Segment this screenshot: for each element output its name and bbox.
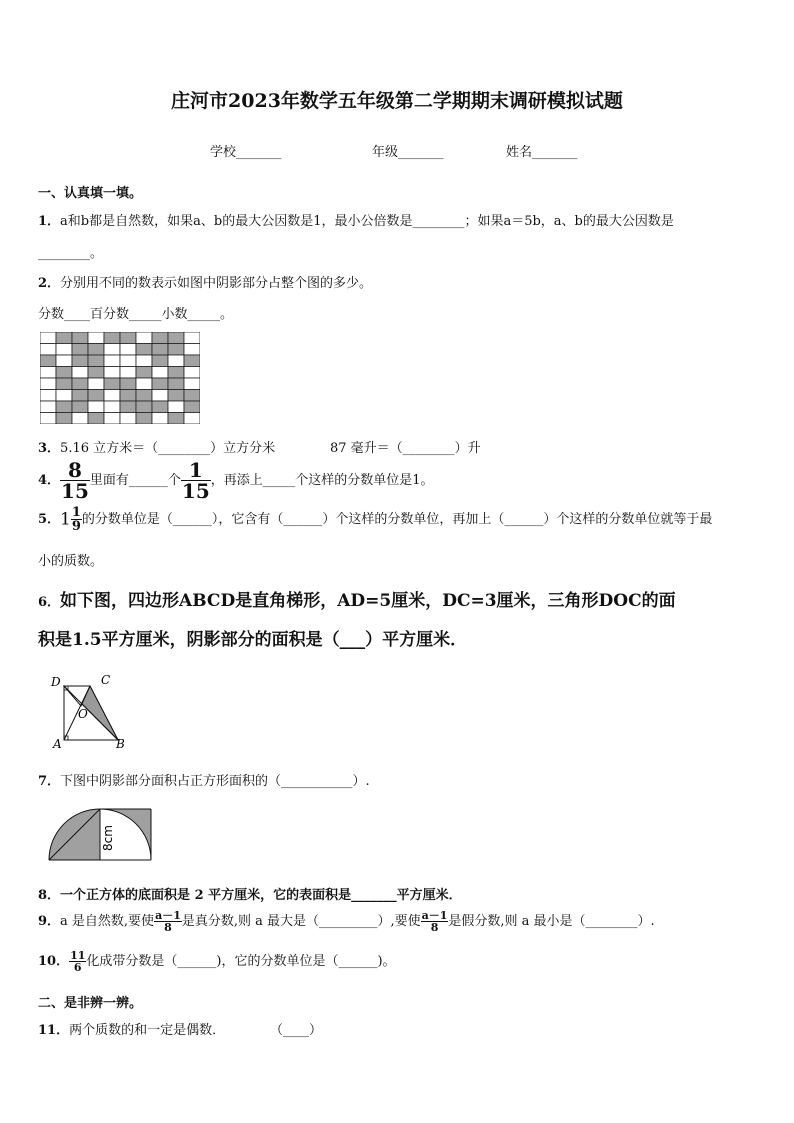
question-text: ________。 — [38, 246, 104, 261]
grid-cell — [120, 378, 136, 390]
grid-cell — [88, 355, 104, 367]
grid-cell — [56, 367, 72, 379]
grid-cell — [184, 367, 200, 379]
question-number: 11． — [38, 1023, 70, 1038]
question-6-line-2: 积是1.5平方厘米，阴影部分的面积是（___）平方厘米． — [38, 630, 468, 650]
question-2-answer: 分数____百分数_____小数_____。 — [38, 307, 234, 322]
grid-cell — [72, 378, 88, 390]
question-11: 11．两个质数的和一定是偶数． — [38, 1023, 226, 1038]
grid-cell — [56, 332, 72, 344]
grid-cell — [88, 332, 104, 344]
grid-cell — [56, 378, 72, 390]
grid-cell — [168, 390, 184, 402]
grid-cell — [184, 355, 200, 367]
grid-cell — [152, 367, 168, 379]
shaded-grid-figure — [40, 332, 200, 424]
grid-cell — [168, 344, 184, 356]
question-number: 7． — [38, 774, 61, 789]
grid-cell — [88, 390, 104, 402]
question-11-blank: （____） — [270, 1023, 323, 1038]
grid-cell — [184, 390, 200, 402]
grid-cell — [72, 413, 88, 425]
trapezoid-figure — [46, 672, 136, 750]
section-heading-1: 一、认真填一填。 — [38, 186, 143, 201]
grid-cell — [152, 332, 168, 344]
grid-cell — [40, 367, 56, 379]
grid-cell — [56, 344, 72, 356]
grid-cell — [88, 367, 104, 379]
section-heading-2: 二、是非辨一辨。 — [38, 996, 143, 1011]
grid-cell — [120, 390, 136, 402]
label-b: B — [116, 737, 125, 750]
grid-cell — [136, 332, 152, 344]
question-3-part-2: 87 毫升＝（________）升 — [330, 441, 481, 456]
grid-cell — [40, 401, 56, 413]
question-5-line-2: 小的质数。 — [38, 554, 104, 569]
grid-cell — [104, 378, 120, 390]
question-2 — [38, 272, 372, 291]
question-4: 4． $\frac{8}{15}$ 里面有______个 $\frac{1}{15}$ ，再添上_____个这样的分数单位是1。 — [38, 458, 434, 503]
grid-cell — [184, 378, 200, 390]
grid-cell — [168, 413, 184, 425]
grid-cell — [72, 332, 88, 344]
grid-cell — [168, 378, 184, 390]
grid-cell — [184, 401, 200, 413]
name-field: 姓名_______ — [506, 145, 578, 160]
grid-cell — [120, 367, 136, 379]
question-7: 7．下图中阴影部分面积占正方形面积的（___________）. — [38, 774, 370, 789]
question-number: 2． — [38, 276, 61, 291]
grid-cell — [168, 355, 184, 367]
grid-cell — [40, 413, 56, 425]
question-5: 5．1 $\frac{1}{9}$ 的分数单位是（______），它含有（______）个这样的分数单位，再加上（______）个这样的分数单位就等于最 — [38, 505, 713, 534]
question-number: 10． — [38, 954, 70, 969]
grid-cell — [152, 413, 168, 425]
grade-field: 年级_______ — [372, 145, 444, 160]
grid-cell — [120, 401, 136, 413]
grid-cell — [72, 401, 88, 413]
grid-cell — [152, 355, 168, 367]
grid-cell — [104, 344, 120, 356]
grid-cell — [120, 332, 136, 344]
grid-cell — [152, 378, 168, 390]
grid-cell — [88, 344, 104, 356]
fraction: $\frac{a-1}{8}$ — [421, 909, 448, 934]
grid-cell — [56, 401, 72, 413]
label-c: C — [101, 673, 111, 687]
grid-cell — [72, 344, 88, 356]
question-number: 6． — [38, 595, 61, 610]
question-8: 8．一个正方体的底面积是 2 平方厘米，它的表面积是_______平方厘米． — [38, 888, 462, 903]
grid-cell — [184, 344, 200, 356]
grid-cell — [72, 367, 88, 379]
grid-cell — [168, 401, 184, 413]
grid-cell — [104, 413, 120, 425]
grid-cell — [120, 413, 136, 425]
question-number: 5． — [38, 512, 61, 527]
grid-cell — [104, 367, 120, 379]
grid-cell — [136, 413, 152, 425]
fraction: $\frac{11}{6}$ — [70, 949, 86, 974]
grid-cell — [56, 355, 72, 367]
fraction: $\frac{1}{15}$ — [181, 458, 210, 503]
grid-cell — [40, 390, 56, 402]
question-number: 3． — [38, 441, 61, 456]
question-1 — [38, 210, 674, 229]
label-o: O — [78, 707, 88, 721]
grid-cell — [136, 378, 152, 390]
question-text: 如下图，四边形ABCD是直角梯形，AD=5厘米，DC=3厘米，三角形DOC的面 — [60, 591, 676, 611]
grid-cell — [120, 355, 136, 367]
question-number: 1． — [38, 214, 61, 229]
label-d: D — [51, 675, 61, 689]
grid-cell — [72, 390, 88, 402]
grid-cell — [136, 355, 152, 367]
grid-cell — [40, 332, 56, 344]
grid-cell — [152, 390, 168, 402]
grid-cell — [104, 355, 120, 367]
grid-cell — [184, 413, 200, 425]
grid-cell — [104, 390, 120, 402]
grid-cell — [72, 355, 88, 367]
question-3: 3．5.16 立方米＝（________）立方分米 — [38, 441, 276, 456]
grid-cell — [40, 344, 56, 356]
question-6 — [38, 586, 676, 611]
fraction: $\frac{a-1}{8}$ — [155, 909, 181, 934]
semicircle-square-figure — [46, 806, 154, 862]
grid-cell — [104, 332, 120, 344]
grid-cell — [56, 390, 72, 402]
grid-cell — [168, 332, 184, 344]
grid-cell — [136, 344, 152, 356]
grid-cell — [56, 413, 72, 425]
measure-label: 8cm — [101, 825, 115, 851]
grid-cell — [152, 344, 168, 356]
question-10: 10． $\frac{11}{6}$ 化成带分数是（______)，它的分数单位是（______)。 — [38, 949, 396, 974]
question-9: 9．a 是自然数,要使 $\frac{a-1}{8}$ 是真分数,则 a 最大是（_________）,要使 $\frac{a-1}{8}$ 是假分数,则 a 最小是（________）. — [38, 909, 655, 934]
grid-cell — [120, 344, 136, 356]
grid-cell — [88, 401, 104, 413]
question-number: 9． — [38, 914, 61, 929]
grid-cell — [136, 367, 152, 379]
grid-cell — [184, 332, 200, 344]
grid-cell — [88, 413, 104, 425]
grid-cell — [104, 401, 120, 413]
question-1-line-2 — [38, 242, 103, 261]
label-a: A — [53, 737, 62, 750]
grid-cell — [136, 401, 152, 413]
question-text: 分别用不同的数表示如图中阴影部分占整个图的多少。 — [60, 276, 373, 291]
question-number: 4． — [38, 473, 61, 488]
grid-cell — [168, 367, 184, 379]
question-number: 8． — [38, 888, 61, 903]
school-field: 学校_______ — [210, 145, 282, 160]
question-text: a和b都是自然数，如果a、b的最大公因数是1，最小公倍数是________；如果a＝5b，a、b的最大公因数是 — [60, 214, 674, 229]
fraction: $\frac{8}{15}$ — [61, 458, 89, 503]
grid-cell — [88, 378, 104, 390]
page-title: 庄河市2023年数学五年级第二学期期末调研模拟试题 — [171, 90, 623, 112]
fraction: $\frac{1}{9}$ — [71, 505, 81, 534]
grid-cell — [136, 390, 152, 402]
grid-cell — [40, 378, 56, 390]
grid-cell — [40, 355, 56, 367]
grid-cell — [152, 401, 168, 413]
